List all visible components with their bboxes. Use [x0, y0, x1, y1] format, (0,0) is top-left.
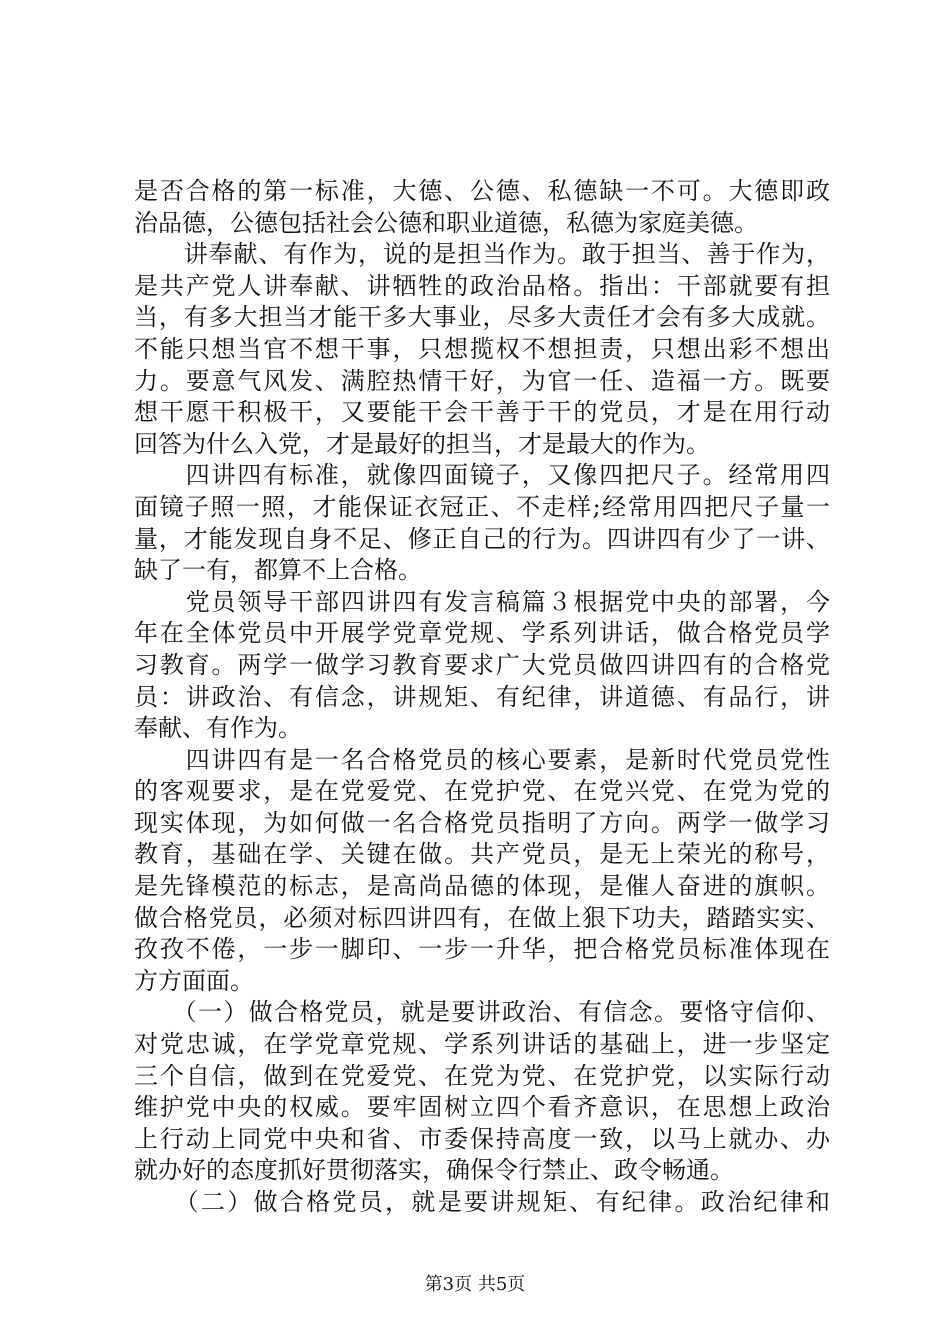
text-line: （一）做合格党员，就是要讲政治、有信念。要恪守信仰、 [134, 998, 830, 1027]
text-line: 习教育。两学一做学习教育要求广大党员做四讲四有的合格党 [134, 650, 830, 679]
text-line: 量，才能发现自身不足、修正自己的行为。四讲四有少了一讲、 [134, 524, 830, 553]
text-line: 是否合格的第一标准，大德、公德、私德缺一不可。大德即政 [134, 177, 830, 205]
text-line: 不能只想当官不想干事，只想揽权不想担责，只想出彩不想出 [134, 334, 830, 363]
text-line: 缺了一有，都算不上合格。 [134, 556, 422, 585]
text-line: 四讲四有是一名合格党员的核心要素，是新时代党员党性 [134, 745, 830, 774]
body-text [134, 176, 830, 1219]
text-line: 对党忠诚，在学党章党规、学系列讲话的基础上，进一步坚定 [134, 1030, 830, 1059]
text-line: 力。要意气风发、满腔热情干好，为官一任、造福一方。既要 [134, 366, 830, 395]
text-line: 年在全体党员中开展学党章党规、学系列讲话，做合格党员学 [134, 619, 830, 648]
text-line: 回答为什么入党，才是最好的担当，才是最大的作为。 [134, 429, 710, 458]
text-line: 维护党中央的权威。要牢固树立四个看齐意识，在思想上政治 [134, 1093, 830, 1122]
text-line: 想干愿干积极干，又要能干会干善于干的党员，才是在用行动 [134, 398, 830, 427]
text-line: 教育，基础在学、关键在做。共产党员，是无上荣光的称号， [134, 840, 830, 869]
text-line: 上行动上同党中央和省、市委保持高度一致，以马上就办、办 [134, 1124, 830, 1153]
text-line: 做合格党员，必须对标四讲四有，在做上狠下功夫，踏踏实实、 [134, 903, 830, 932]
text-line: 就办好的态度抓好贯彻落实，确保令行禁止、政令畅通。 [134, 1156, 734, 1185]
text-line: 方方面面。 [134, 966, 254, 995]
text-line: 员：讲政治、有信念，讲规矩、有纪律，讲道德、有品行，讲 [134, 682, 830, 711]
text-line: 当，有多大担当才能干多大事业，尽多大责任才会有多大成就。 [134, 303, 830, 332]
text-line: 是共产党人讲奉献、讲牺牲的政治品格。指出：干部就要有担 [134, 271, 830, 300]
text-line: 三个自信，做到在党爱党、在党为党、在党护党，以实际行动 [134, 1061, 830, 1090]
text-line: 是先锋模范的标志，是高尚品德的体现，是催人奋进的旗帜。 [134, 872, 830, 901]
text-line: 党员领导干部四讲四有发言稿篇３根据党中央的部署，今 [134, 587, 830, 616]
text-line: 面镜子照一照，才能保证衣冠正、不走样;经常用四把尺子量一 [134, 492, 830, 521]
page-footer: 第3页 共5页 [424, 1274, 526, 1295]
text-line: 孜孜不倦，一步一脚印、一步一升华，把合格党员标准体现在 [134, 935, 830, 964]
text-line: 奉献、有作为。 [134, 714, 302, 743]
text-line: 治品德，公德包括社会公德和职业道德，私德为家庭美德。 [134, 208, 758, 237]
text-line: 讲奉献、有作为，说的是担当作为。敢于担当、善于作为， [134, 240, 830, 269]
text-line: 四讲四有标准，就像四面镜子，又像四把尺子。经常用四 [134, 461, 830, 490]
text-line: （二）做合格党员，就是要讲规矩、有纪律。政治纪律和 [134, 1188, 830, 1216]
text-line: 的客观要求，是在党爱党、在党护党、在党兴党、在党为党的 [134, 777, 830, 806]
text-line: 现实体现，为如何做一名合格党员指明了方向。两学一做学习 [134, 808, 830, 837]
